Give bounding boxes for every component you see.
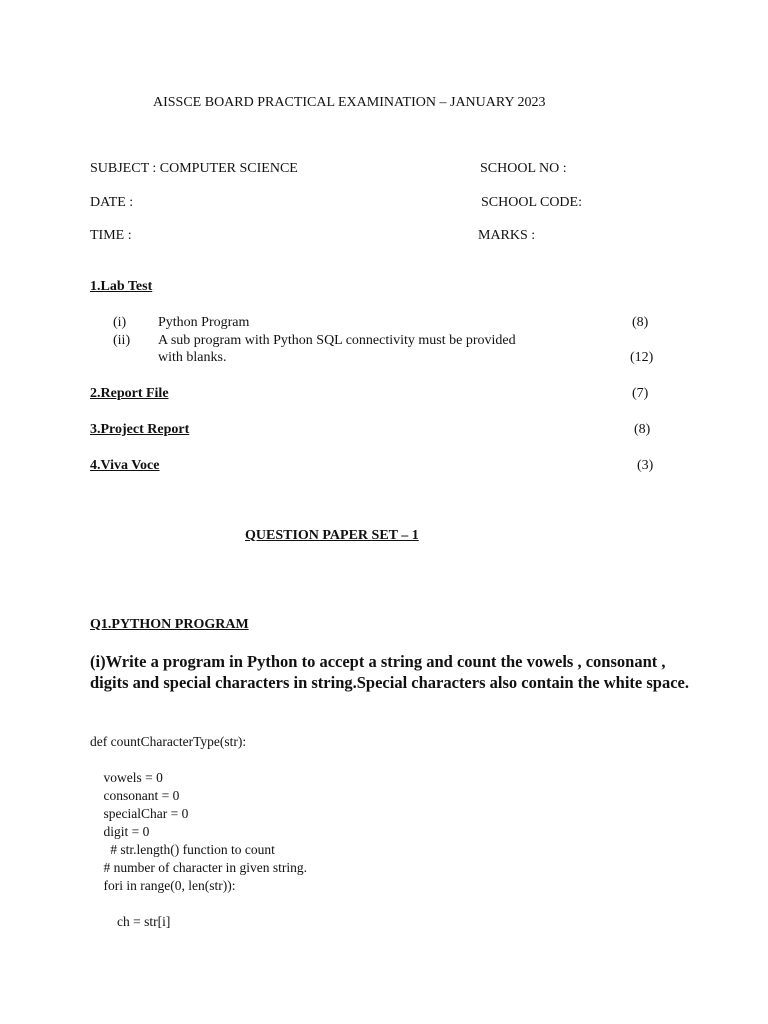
- time-label: TIME :: [90, 228, 132, 243]
- code-block: [90, 733, 307, 931]
- exam-title: AISSCE BOARD PRACTICAL EXAMINATION – JANUARY 2023: [153, 95, 546, 110]
- subject-label: SUBJECT : COMPUTER SCIENCE: [90, 161, 298, 176]
- lab-item-text-continued: with blanks.: [158, 350, 227, 365]
- question-set-title: QUESTION PAPER SET – 1: [245, 528, 419, 543]
- viva-voce-heading: 4.Viva Voce: [90, 458, 160, 473]
- code-line: [90, 895, 307, 913]
- date-label: DATE :: [90, 195, 134, 210]
- lab-item-number: (ii): [113, 333, 131, 348]
- lab-item-marks: (8): [632, 315, 649, 330]
- lab-item-text: Python Program: [158, 315, 250, 330]
- q1-question-text: (i)Write a program in Python to accept a string and count the vowels , consonant , digits and special characters in string.Special characters also contain the white space.: [90, 652, 689, 692]
- code-line: digit = 0: [90, 824, 150, 839]
- code-line: fori in range(0, len(str)):: [90, 878, 236, 893]
- viva-voce-marks: (3): [637, 458, 654, 473]
- code-line: consonant = 0: [90, 788, 180, 803]
- marks-label: MARKS :: [478, 228, 536, 243]
- lab-test-heading: 1.Lab Test: [90, 279, 153, 294]
- code-line: [90, 751, 307, 769]
- project-report-marks: (8): [634, 422, 651, 437]
- code-line: specialChar = 0: [90, 806, 189, 821]
- project-report-heading: 3.Project Report: [90, 422, 190, 437]
- report-file-heading: 2.Report File: [90, 386, 169, 401]
- lab-item-marks: (12): [630, 350, 654, 365]
- lab-item-text: A sub program with Python SQL connectivity must be provided: [158, 333, 516, 348]
- school-code-label: SCHOOL CODE:: [481, 195, 582, 210]
- code-line: vowels = 0: [90, 770, 163, 785]
- code-line: # str.length() function to count: [90, 842, 275, 857]
- code-line: def countCharacterType(str):: [90, 734, 247, 749]
- code-line: ch = str[i]: [90, 914, 171, 929]
- school-no-label: SCHOOL NO :: [480, 161, 567, 176]
- report-file-marks: (7): [632, 386, 649, 401]
- code-line: # number of character in given string.: [90, 860, 308, 875]
- lab-item-number: (i): [113, 315, 127, 330]
- q1-heading: Q1.PYTHON PROGRAM: [90, 617, 249, 632]
